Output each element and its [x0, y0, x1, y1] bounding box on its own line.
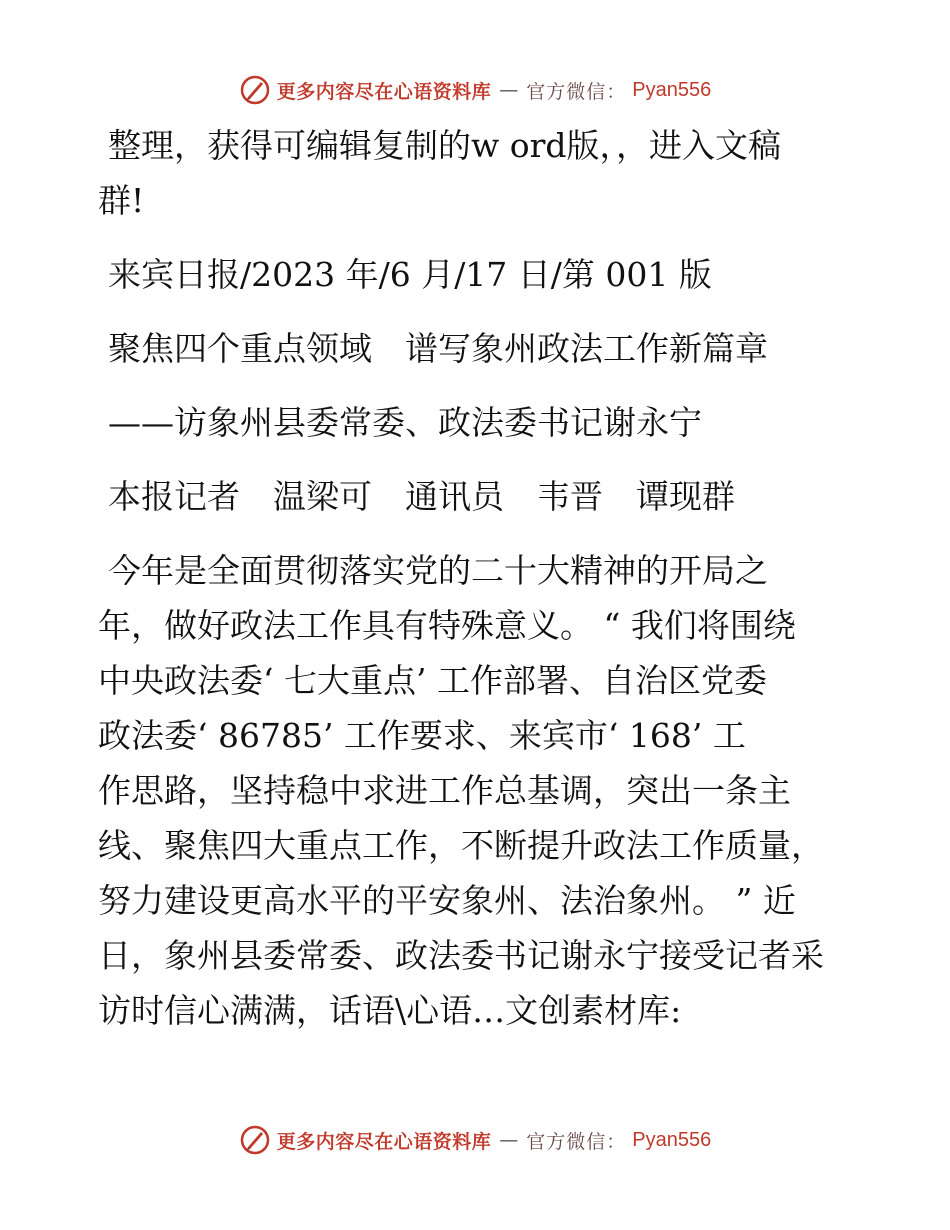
quill-logo-icon [239, 1124, 271, 1156]
quill-logo-icon [239, 74, 271, 106]
body-line: 访时信心满满，话语\心语…文创素材库: [98, 991, 682, 1030]
body-line: 今年是全面贯彻落实党的二十大精神的开局之 [108, 551, 768, 590]
banner-wechat-id: Pyan556 [632, 78, 712, 101]
intro-line-1: 整理，获得可编辑复制的w ord版，，进入文稿 [108, 126, 782, 165]
body-line: 中央政法委‘ 七大重点’ 工作部署、自治区党委 [98, 661, 767, 700]
banner-text: 更多内容尽在心语资料库 [276, 80, 492, 103]
body-line: 作思路，坚持稳中求进工作总基调，突出一条主 [98, 771, 791, 810]
intro-line-2: 群! [98, 181, 145, 220]
banner-text: 更多内容尽在心语资料库 [276, 1130, 492, 1153]
header-watermark-banner [0, 70, 950, 110]
footer-watermark-banner [0, 1120, 950, 1160]
byline: 本报记者 温梁可 通讯员 韦晋 谭现群 [108, 477, 735, 516]
banner-dash: — [499, 1129, 519, 1151]
banner-wechat-id: Pyan556 [632, 1128, 712, 1151]
body-line: 努力建设更高水平的平安象州、法治象州。 ” 近 [98, 881, 796, 920]
body-line: 日，象州县委常委、政法委书记谢永宁接受记者采 [98, 936, 824, 975]
source-line: 来宾日报/2023 年/6 月/17 日/第 001 版 [108, 255, 712, 294]
banner-dash: — [499, 79, 519, 101]
body-line: 政法委‘ 86785’ 工作要求、来宾市‘ 168’ 工 [98, 716, 746, 755]
body-line: 线、聚焦四大重点工作，不断提升政法工作质量， [98, 826, 824, 865]
banner-wechat-label: 官方微信： [526, 1130, 627, 1153]
banner-wechat-label: 官方微信： [526, 80, 627, 103]
document-body [98, 118, 858, 1038]
article-subtitle: ——访象州县委常委、政法委书记谢永宁 [108, 403, 702, 442]
article-title: 聚焦四个重点领域 谱写象州政法工作新篇章 [108, 329, 768, 368]
body-line: 年，做好政法工作具有特殊意义。 “ 我们将围绕 [98, 606, 796, 645]
